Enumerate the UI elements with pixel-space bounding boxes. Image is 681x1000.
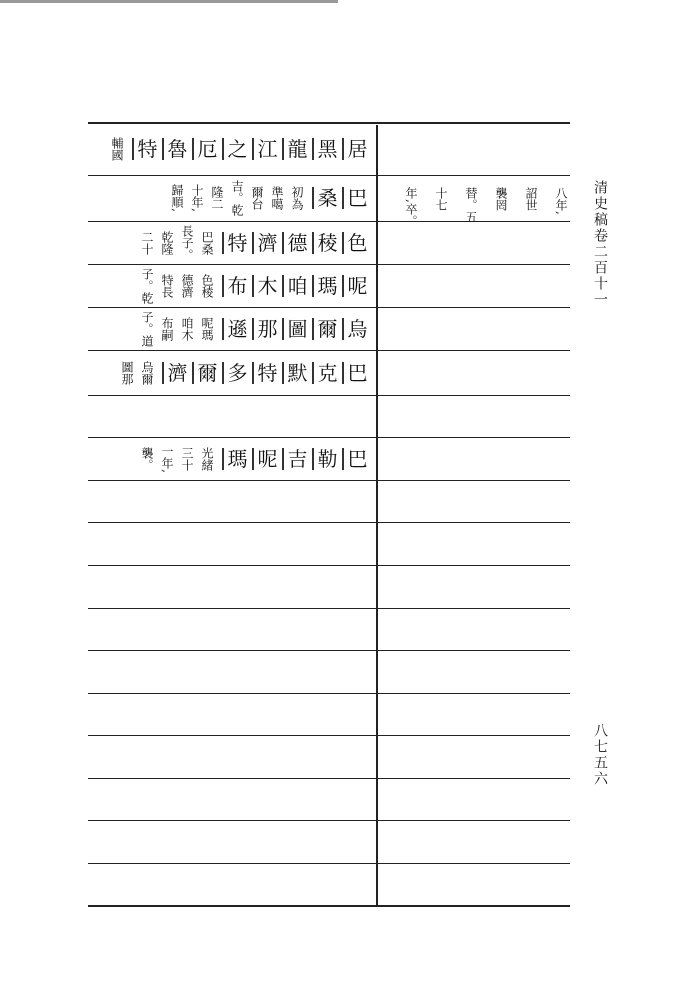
note-text: 德濟 bbox=[180, 273, 194, 298]
note-text: 布嗣 bbox=[160, 316, 174, 341]
name-char: 克 bbox=[314, 362, 338, 383]
name-char: 圖 bbox=[284, 318, 308, 339]
note-text: 呢瑪 bbox=[200, 316, 214, 341]
table-row bbox=[88, 221, 376, 264]
note-text: 隆二 bbox=[210, 186, 224, 210]
name-char: 色 bbox=[344, 232, 368, 253]
name-char: 濟 bbox=[164, 362, 188, 383]
name-char: 瑪 bbox=[224, 448, 248, 469]
name-char: 默 bbox=[284, 362, 308, 383]
name-char: 吉 bbox=[284, 448, 308, 469]
note-text: 三十 bbox=[180, 446, 194, 471]
row-rule bbox=[88, 778, 570, 779]
name-char: 木 bbox=[254, 275, 278, 296]
row-rule bbox=[88, 693, 570, 694]
table-row bbox=[88, 175, 568, 227]
note-text: 巴桑 bbox=[200, 230, 214, 255]
row-rule bbox=[88, 565, 570, 566]
right-note-text: 十七 bbox=[434, 187, 448, 211]
name-char: 黑 bbox=[314, 138, 338, 159]
row-rule bbox=[88, 608, 570, 609]
name-char: 居 bbox=[344, 138, 368, 159]
name-char: 巴 bbox=[344, 187, 368, 209]
note-text: 烏爾 bbox=[140, 360, 154, 385]
row-rule bbox=[88, 905, 570, 907]
row-rule bbox=[88, 735, 570, 736]
table-row bbox=[88, 122, 376, 175]
name-char: 烏 bbox=[344, 318, 368, 339]
note-text: 子。道 bbox=[140, 310, 154, 347]
name-char: 那 bbox=[254, 318, 278, 339]
row-rule bbox=[88, 863, 570, 864]
row-rule bbox=[88, 480, 570, 481]
page-header: 清史稿卷二百十一 bbox=[592, 180, 608, 308]
top-edge-rule bbox=[0, 0, 338, 3]
note-text: 特長 bbox=[160, 273, 174, 298]
note-text: 十年, bbox=[190, 184, 204, 212]
note-text: 乾隆 bbox=[160, 230, 174, 255]
note-text: 二十 bbox=[140, 230, 154, 255]
name-char: 厄 bbox=[194, 138, 218, 159]
note-text: 初為 bbox=[290, 186, 304, 210]
name-char: 爾 bbox=[194, 362, 218, 383]
table-row bbox=[88, 307, 376, 350]
note-text: 準噶 bbox=[270, 186, 284, 210]
name-char: 巴 bbox=[344, 362, 368, 383]
name-char: 呢 bbox=[344, 275, 368, 296]
note-text: 咱木 bbox=[180, 316, 194, 341]
note-text: 子。乾 bbox=[140, 267, 154, 304]
name-char: 爾 bbox=[314, 318, 338, 339]
name-char: 多 bbox=[224, 362, 248, 383]
name-char: 之 bbox=[224, 138, 248, 159]
note-text: 圖那 bbox=[120, 360, 134, 385]
name-char: 濟 bbox=[254, 232, 278, 253]
page-number: 八七五六 bbox=[592, 723, 608, 787]
note-text: 色稜 bbox=[200, 273, 214, 298]
name-char: 特 bbox=[254, 362, 278, 383]
column-divider bbox=[376, 125, 378, 905]
name-char: 特 bbox=[224, 232, 248, 253]
note-text: 一年, bbox=[160, 444, 174, 473]
name-char: 魯 bbox=[164, 138, 188, 159]
right-note-text: 年,卒。 bbox=[404, 187, 418, 227]
note-text: 爾台 bbox=[250, 186, 264, 210]
name-char: 特 bbox=[134, 138, 158, 159]
note-text: 吉。乾 bbox=[230, 180, 244, 216]
name-char: 咱 bbox=[284, 275, 308, 296]
name-char: 勒 bbox=[314, 448, 338, 469]
name-char: 瑪 bbox=[314, 275, 338, 296]
right-note-text: 替。五 bbox=[464, 187, 478, 223]
right-note-text: 詔世 bbox=[524, 187, 538, 211]
name-char: 呢 bbox=[254, 448, 278, 469]
note-text: 光緒 bbox=[200, 446, 214, 471]
note-text: 輔國 bbox=[110, 136, 124, 161]
table-row bbox=[88, 395, 376, 437]
table-row bbox=[88, 350, 376, 395]
name-char: 稜 bbox=[314, 232, 338, 253]
note-text: 襲。 bbox=[140, 446, 154, 471]
right-note-text: 八年, bbox=[554, 187, 568, 215]
right-note-text: 襲罔 bbox=[494, 187, 508, 211]
table-row bbox=[88, 437, 376, 480]
name-char: 遜 bbox=[224, 318, 248, 339]
row-rule bbox=[88, 820, 570, 821]
table-row bbox=[88, 264, 376, 307]
name-char: 江 bbox=[254, 138, 278, 159]
name-char: 龍 bbox=[284, 138, 308, 159]
name-char: 巴 bbox=[344, 448, 368, 469]
name-char: 德 bbox=[284, 232, 308, 253]
name-char: 桑 bbox=[314, 187, 338, 209]
row-rule bbox=[88, 522, 570, 523]
row-rule bbox=[88, 650, 570, 651]
note-text: 歸順, bbox=[170, 184, 184, 212]
name-char: 布 bbox=[224, 275, 248, 296]
note-text: 長子。 bbox=[180, 224, 194, 261]
